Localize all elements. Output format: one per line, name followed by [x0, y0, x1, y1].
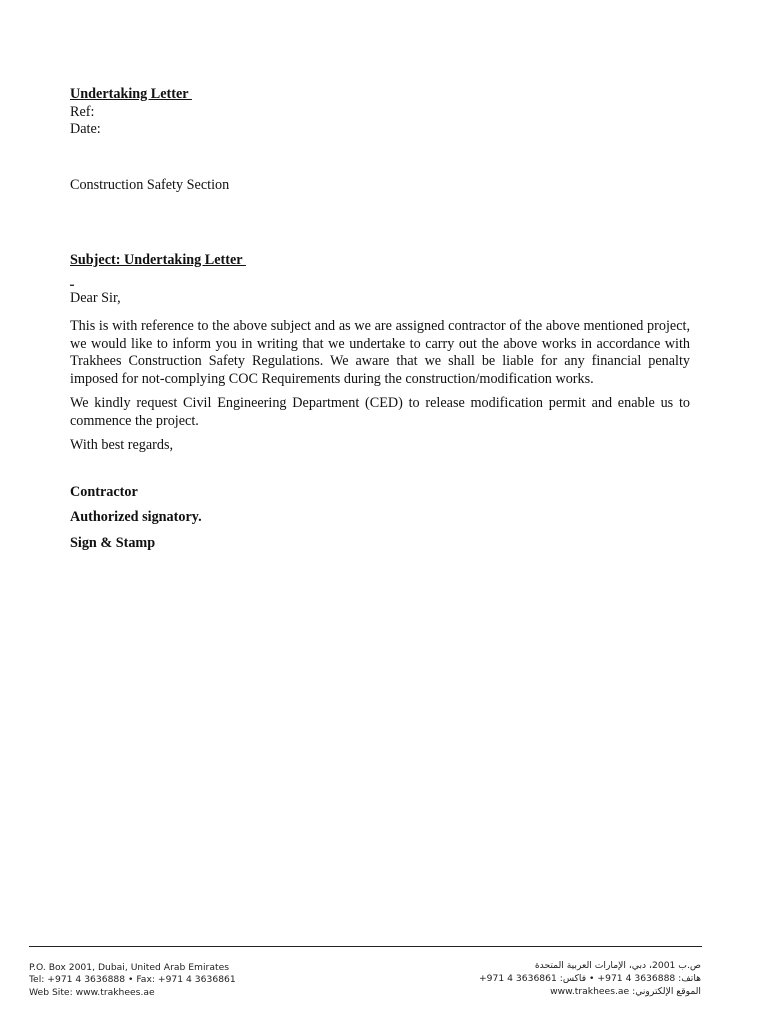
footer-arabic	[479, 960, 701, 998]
footer-divider	[29, 946, 702, 947]
letter-heading: Undertaking Letter	[70, 86, 192, 102]
mini-mark: _	[70, 276, 74, 286]
footer-address: P.O. Box 2001, Dubai, United Arab Emirates	[29, 962, 230, 973]
salutation: Dear Sir,	[70, 289, 121, 306]
signature-authorized: Authorized signatory.	[70, 509, 202, 525]
recipient: Construction Safety Section	[70, 176, 230, 193]
footer-english	[29, 962, 236, 999]
footer-phone: Tel: +971 4 3636888 • Fax: +971 4 3636861	[29, 974, 236, 986]
closing: With best regards,	[70, 437, 174, 453]
body-paragraph-2: We kindly request Civil Engineering Department (CED) to release modification permit and enable us to commence the project.	[70, 395, 690, 429]
signature-contractor: Contractor	[70, 483, 138, 500]
date-label: Date:	[70, 121, 101, 137]
subject-line: Subject: Undertaking Letter	[70, 252, 246, 268]
letter-body	[70, 86, 690, 560]
footer-arabic-phone: هاتف: 3636888 4 971+ • فاكس: 3636861 4 971+	[478, 972, 701, 984]
signature-sign-stamp: Sign & Stamp	[70, 534, 156, 551]
ref-label: Ref:	[70, 103, 95, 120]
footer-website: Web Site: www.trakhees.ae	[29, 986, 155, 998]
footer-arabic-address: ص.ب 2001، دبي، الإمارات العربية المتحدة	[534, 960, 701, 971]
footer-arabic-website: الموقع الإلكتروني: www.trakhees.ae	[550, 985, 701, 997]
body-paragraph-1: This is with reference to the above subject and as we are assigned contractor of the above mentioned project, we would like to inform you in writing that we undertake to carry out the above works in accordance with Trakhees Construction Safety Regulations. We aware that we shall be liable for any financial penalty imposed for not-complying COC Requirements during the construction/modification works.	[70, 318, 690, 387]
